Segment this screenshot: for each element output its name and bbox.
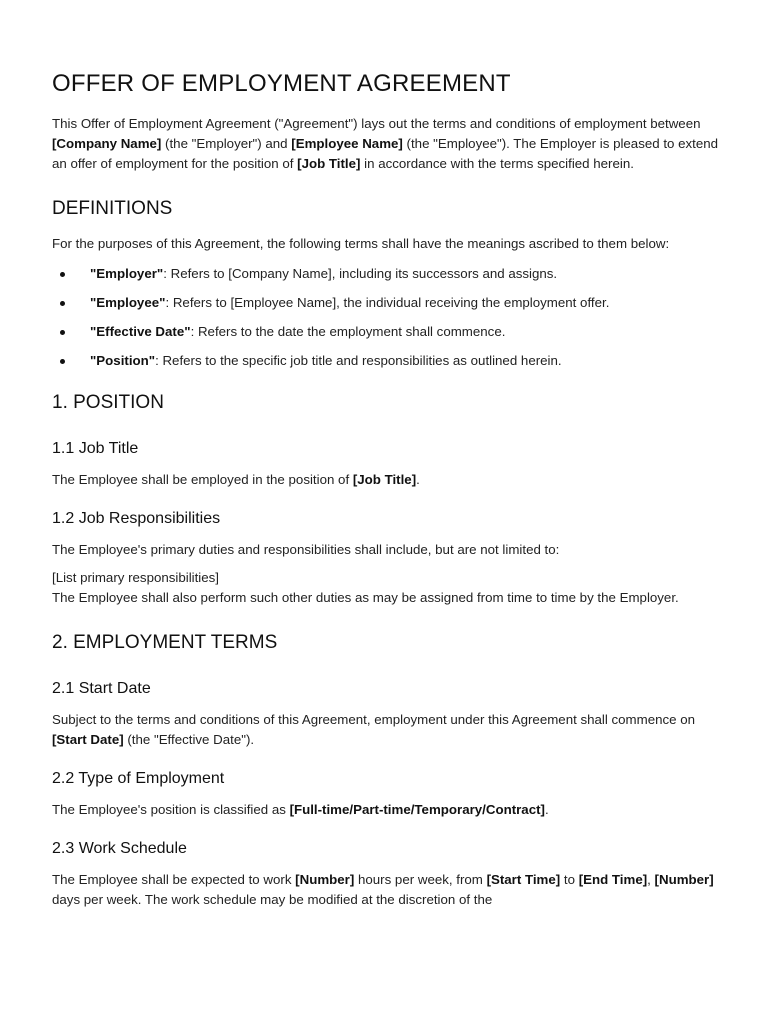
definition-text: : Refers to [Company Name], including its successors and assigns.: [163, 266, 558, 281]
definition-text: : Refers to the date the employment shall commence.: [190, 324, 506, 339]
start-date-text: Subject to the terms and conditions of this Agreement, employment under this Agreement shall commence on: [52, 712, 696, 727]
definition-item-employee: [52, 293, 722, 313]
start-time-placeholder: [Start Time]: [486, 872, 561, 887]
definition-term: "Effective Date": [90, 324, 191, 339]
intro-text-1: This Offer of Employment Agreement ("Agreement") lays out the terms and conditions of employment between: [52, 116, 701, 131]
work-schedule-paragraph: [52, 870, 722, 910]
end-time-placeholder: [End Time]: [578, 872, 648, 887]
definitions-heading: DEFINITIONS: [52, 198, 173, 219]
definition-term: "Position": [90, 353, 156, 368]
definition-item-effective-date: [52, 322, 722, 342]
intro-job-title: [Job Title]: [297, 156, 361, 171]
start-date-end: (the "Effective Date").: [123, 732, 255, 747]
start-date-heading: 2.1 Start Date: [52, 680, 151, 697]
responsibilities-heading: 1.2 Job Responsibilities: [52, 510, 221, 527]
employment-type-text: The Employee's position is classified as: [52, 802, 290, 817]
job-title-text: The Employee shall be employed in the position of: [52, 472, 353, 487]
intro-company-name: [Company Name]: [52, 136, 162, 151]
job-title-paragraph: [52, 470, 722, 490]
responsibilities-list-placeholder: [List primary responsibilities]: [52, 570, 220, 585]
definition-text: : Refers to the specific job title and responsibilities as outlined herein.: [155, 353, 562, 368]
hours-placeholder: [Number]: [295, 872, 355, 887]
intro-text-4: in accordance with the terms specified herein.: [360, 156, 634, 171]
work-schedule-text-4: ,: [647, 872, 655, 887]
bullet-icon: [60, 330, 65, 335]
responsibilities-lead: The Employee's primary duties and responsibilities shall include, but are not limited to:: [52, 542, 560, 557]
intro-employee-name: [Employee Name]: [291, 136, 403, 151]
work-schedule-text-5: days per week. The work schedule may be modified at the discretion of the: [52, 892, 493, 907]
employment-type-placeholder: [Full-time/Part-time/Temporary/Contract]: [289, 802, 545, 817]
employment-terms-heading: 2. EMPLOYMENT TERMS: [52, 632, 278, 653]
intro-text-2: (the "Employer") and: [161, 136, 292, 151]
definition-item-position: [52, 351, 722, 371]
document-page: [52, 68, 722, 910]
definition-term: "Employer": [90, 266, 164, 281]
definition-text: : Refers to [Employee Name], the individual receiving the employment offer.: [165, 295, 610, 310]
work-schedule-heading: 2.3 Work Schedule: [52, 840, 187, 857]
days-placeholder: [Number]: [654, 872, 714, 887]
employment-type-paragraph: [52, 800, 722, 820]
job-title-placeholder: [Job Title]: [352, 472, 417, 487]
definition-item-employer: [52, 264, 722, 284]
definitions-list: [52, 264, 722, 371]
responsibilities-other-duties: The Employee shall also perform such other duties as may be assigned from time to time by the Employer.: [52, 590, 679, 605]
start-date-paragraph: [52, 710, 722, 750]
work-schedule-text-3: to: [560, 872, 579, 887]
work-schedule-text-2: hours per week, from: [354, 872, 487, 887]
job-title-end: .: [416, 472, 420, 487]
job-title-heading: 1.1 Job Title: [52, 440, 139, 457]
intro-paragraph: [52, 114, 722, 174]
employment-type-heading: 2.2 Type of Employment: [52, 770, 225, 787]
bullet-icon: [60, 272, 65, 277]
document-title: OFFER OF EMPLOYMENT AGREEMENT: [52, 70, 511, 97]
start-date-placeholder: [Start Date]: [52, 732, 124, 747]
work-schedule-text-1: The Employee shall be expected to work: [52, 872, 296, 887]
definition-term: "Employee": [90, 295, 166, 310]
position-heading: 1. POSITION: [52, 392, 164, 413]
bullet-icon: [60, 301, 65, 306]
bullet-icon: [60, 359, 65, 364]
definitions-lead: For the purposes of this Agreement, the following terms shall have the meanings ascribed to them below:: [52, 236, 670, 251]
employment-type-end: .: [544, 802, 549, 817]
intro-text-3: (the "Employee"). The Employer is pleased to extend an offer of employment for the position of: [52, 136, 719, 171]
